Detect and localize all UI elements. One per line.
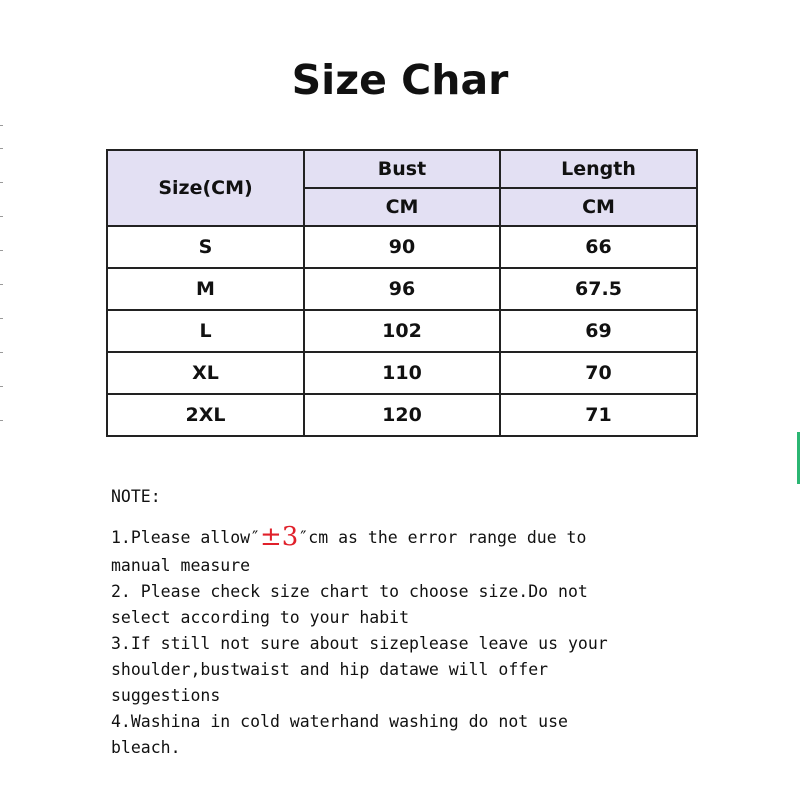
bust-cell: 96 <box>304 268 500 310</box>
bust-column-header: Bust <box>304 150 500 188</box>
table-row <box>107 268 697 310</box>
note-1-line-1 <box>111 523 771 553</box>
note-1-line-2: manual measure <box>111 556 251 575</box>
notes-section <box>111 484 771 761</box>
note-3-line-3: suggestions <box>111 686 221 705</box>
length-cell: 69 <box>500 310 697 352</box>
edge-tick <box>0 352 3 353</box>
size-cell: 2XL <box>107 394 304 436</box>
table-row <box>107 352 697 394</box>
size-cell: S <box>107 226 304 268</box>
note-1-prefix: 1.Please allow″ <box>111 528 261 547</box>
size-cell: M <box>107 268 304 310</box>
note-3-line-1: 3.If still not sure about sizeplease leave us your <box>111 634 608 653</box>
error-range-highlight: ±3 <box>260 522 299 552</box>
note-3-line-2: shoulder,bustwaist and hip datawe will offer <box>111 660 549 679</box>
length-unit-cell: CM <box>500 188 697 226</box>
size-cell: XL <box>107 352 304 394</box>
length-cell: 66 <box>500 226 697 268</box>
length-cell: 70 <box>500 352 697 394</box>
length-cell: 67.5 <box>500 268 697 310</box>
size-column-header: Size(CM) <box>107 150 304 226</box>
size-cell: L <box>107 310 304 352</box>
bust-cell: 110 <box>304 352 500 394</box>
edge-tick <box>0 386 3 387</box>
bust-cell: 120 <box>304 394 500 436</box>
table-row <box>107 226 697 268</box>
notes-heading: NOTE: <box>111 487 161 506</box>
note-2-line-2: select according to your habit <box>111 608 410 627</box>
length-cell: 71 <box>500 394 697 436</box>
edge-tick <box>0 250 3 251</box>
size-chart-table <box>106 149 698 437</box>
table-row <box>107 394 697 436</box>
length-column-header: Length <box>500 150 697 188</box>
note-2-line-1: 2. Please check size chart to choose size.Do not <box>111 582 588 601</box>
edge-tick <box>0 216 3 217</box>
edge-tick <box>0 182 3 183</box>
edge-tick <box>0 284 3 285</box>
edge-tick <box>0 420 3 421</box>
note-4-line-1: 4.Washina in cold waterhand washing do not use <box>111 712 568 731</box>
edge-tick <box>0 318 3 319</box>
note-4-line-2: bleach. <box>111 738 181 757</box>
page-title: Size Char <box>291 56 509 104</box>
table-row <box>107 310 697 352</box>
edge-tick <box>0 148 3 149</box>
note-1-suffix: ″cm as the error range due to <box>298 528 587 547</box>
bust-cell: 102 <box>304 310 500 352</box>
header-row <box>107 150 697 188</box>
bust-unit-cell: CM <box>304 188 500 226</box>
edge-tick <box>0 125 3 126</box>
bust-cell: 90 <box>304 226 500 268</box>
